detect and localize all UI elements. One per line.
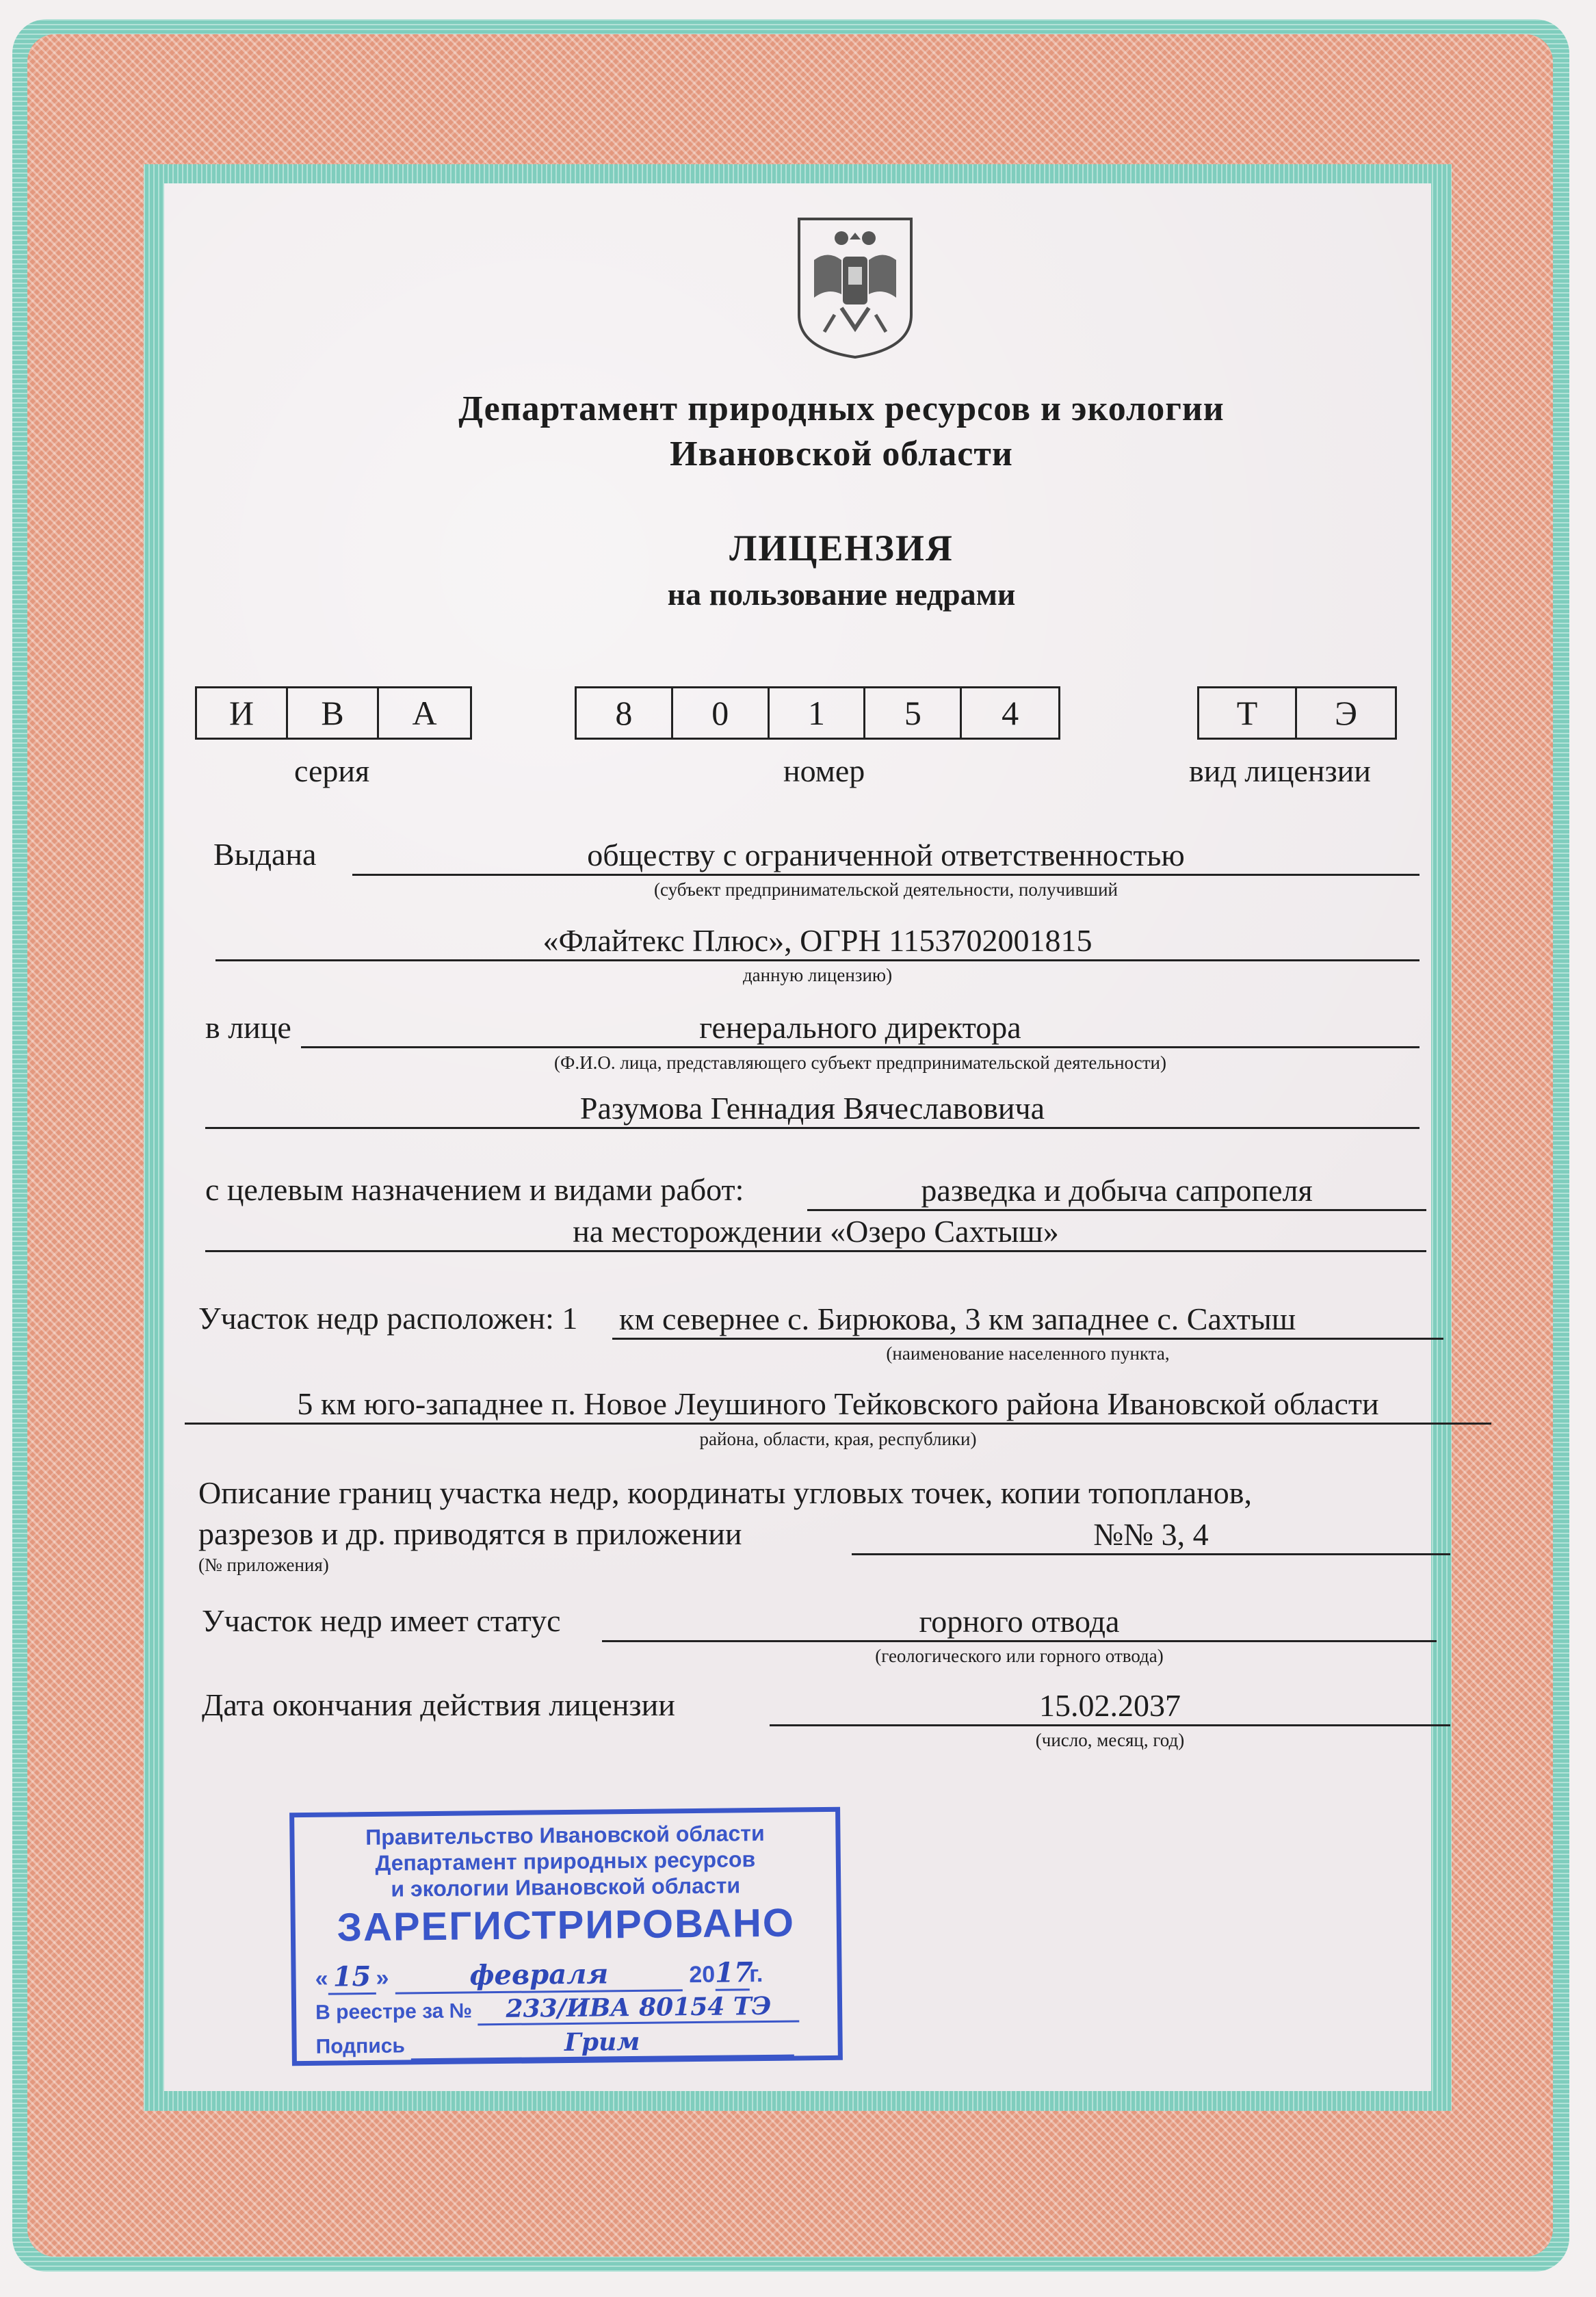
stamp-line-2: Департамент природных ресурсов [375,1847,756,1876]
status-hint: (геологического или горного отвода) [875,1646,1164,1666]
appendix-numbers: №№ 3, 4 [852,1514,1450,1555]
registration-stamp [289,1807,843,2066]
number-caption: номер [783,753,865,788]
boundaries-text-2: разрезов и др. приводятся в приложении [198,1516,742,1551]
document-title: ЛИЦЕНЗИЯ [729,528,954,569]
issued-hint-2: данную лицензию) [742,965,893,985]
expiry-hint: (число, месяц, год) [1035,1730,1185,1750]
stamp-registry-row [296,1991,856,2028]
authority-line-2: Ивановской области [670,434,1013,473]
status-value: горного отвода [602,1601,1437,1642]
stamp-line-1: Правительство Ивановской области [365,1820,765,1850]
stamp-line-3: и экологии Ивановской области [391,1873,741,1902]
purpose-label: с целевым назначением и видами работ: [205,1172,744,1207]
purpose-line-1: разведка и добыча сапропеля [807,1170,1426,1211]
boundaries-text-1: Описание границ участка недр, координаты угловых точек, копии топопланов, [198,1475,1253,1510]
location-hint-1: (наименование населенного пункта, [886,1343,1170,1364]
expiry-date: 15.02.2037 [770,1685,1450,1726]
issuing-authority [274,387,1409,477]
type-cell: Э [1335,694,1358,732]
appendix-hint: (№ приложения) [198,1555,329,1575]
series-cell: А [412,694,437,732]
issued-label: Выдана [213,837,317,872]
stamp-year: 17 [715,1956,750,1991]
stamp-day: 15 [328,1960,376,1995]
number-cell: 4 [1002,694,1019,732]
authority-line-1: Департамент природных ресурсов и экологии [458,389,1225,428]
issued-to-line-2: «Флайтекс Плюс», ОГРН 1153702001815 [215,920,1420,961]
stamp-date-row: « 15 » февраля 2017г. [296,1956,856,1996]
stamp-registry-label: В реестре за № [315,1999,473,2024]
issued-to-line-1: обществу с ограниченной ответственностью [352,835,1420,876]
number-cell: 5 [865,688,962,738]
represented-line-2: Разумова Геннадия Вячеславовича [205,1088,1420,1129]
issued-hint-1: (субъект предпринимательской деятельности, получивший [654,879,1118,900]
number-boxes [575,686,1060,740]
stamp-year-prefix: 20 [689,1961,716,1988]
coat-of-arms-icon [794,212,917,359]
stamp-signature: Грим [410,2026,794,2061]
series-boxes [195,686,472,740]
series-caption: серия [294,753,370,788]
represented-line-1: генерального директора [301,1007,1420,1048]
location-line-1: км севернее с. Бирюкова, 3 км западнее с. Сахтыш [612,1299,1443,1340]
type-cell: Т [1199,688,1297,738]
series-cell: И [197,688,288,738]
expiry-label: Дата окончания действия лицензии [202,1687,675,1722]
series-cell: В [288,688,379,738]
purpose-line-2: на месторождении «Озеро Сахтыш» [205,1211,1426,1252]
status-label: Участок недр имеет статус [202,1603,561,1638]
stamp-month: февраля [395,1957,683,1994]
stamp-signature-row [296,2025,856,2062]
stamp-signature-label: Подпись [315,2034,406,2058]
location-line-2: 5 км юго-западнее п. Новое Леушиного Тейковского района Ивановской области [185,1384,1491,1425]
number-cell: 8 [577,688,673,738]
represented-label: в лице [205,1010,291,1045]
location-label: Участок недр расположен: 1 [198,1301,578,1336]
location-hint-2: района, области, края, республики) [699,1429,977,1449]
type-boxes [1197,686,1397,740]
number-cell: 0 [673,688,770,738]
document-subtitle: на пользование недрами [667,577,1016,612]
stamp-registry-value: 233/ИВА 80154 ТЭ [478,1991,799,2025]
number-cell: 1 [770,688,866,738]
stamp-year-suffix: г. [748,1960,763,1988]
stamp-registered: ЗАРЕГИСТРИРОВАНО [337,1900,796,1950]
type-caption: вид лицензии [1189,753,1371,788]
represented-hint-1: (Ф.И.О. лица, представляющего субъект предпринимательской деятельности) [554,1052,1166,1073]
